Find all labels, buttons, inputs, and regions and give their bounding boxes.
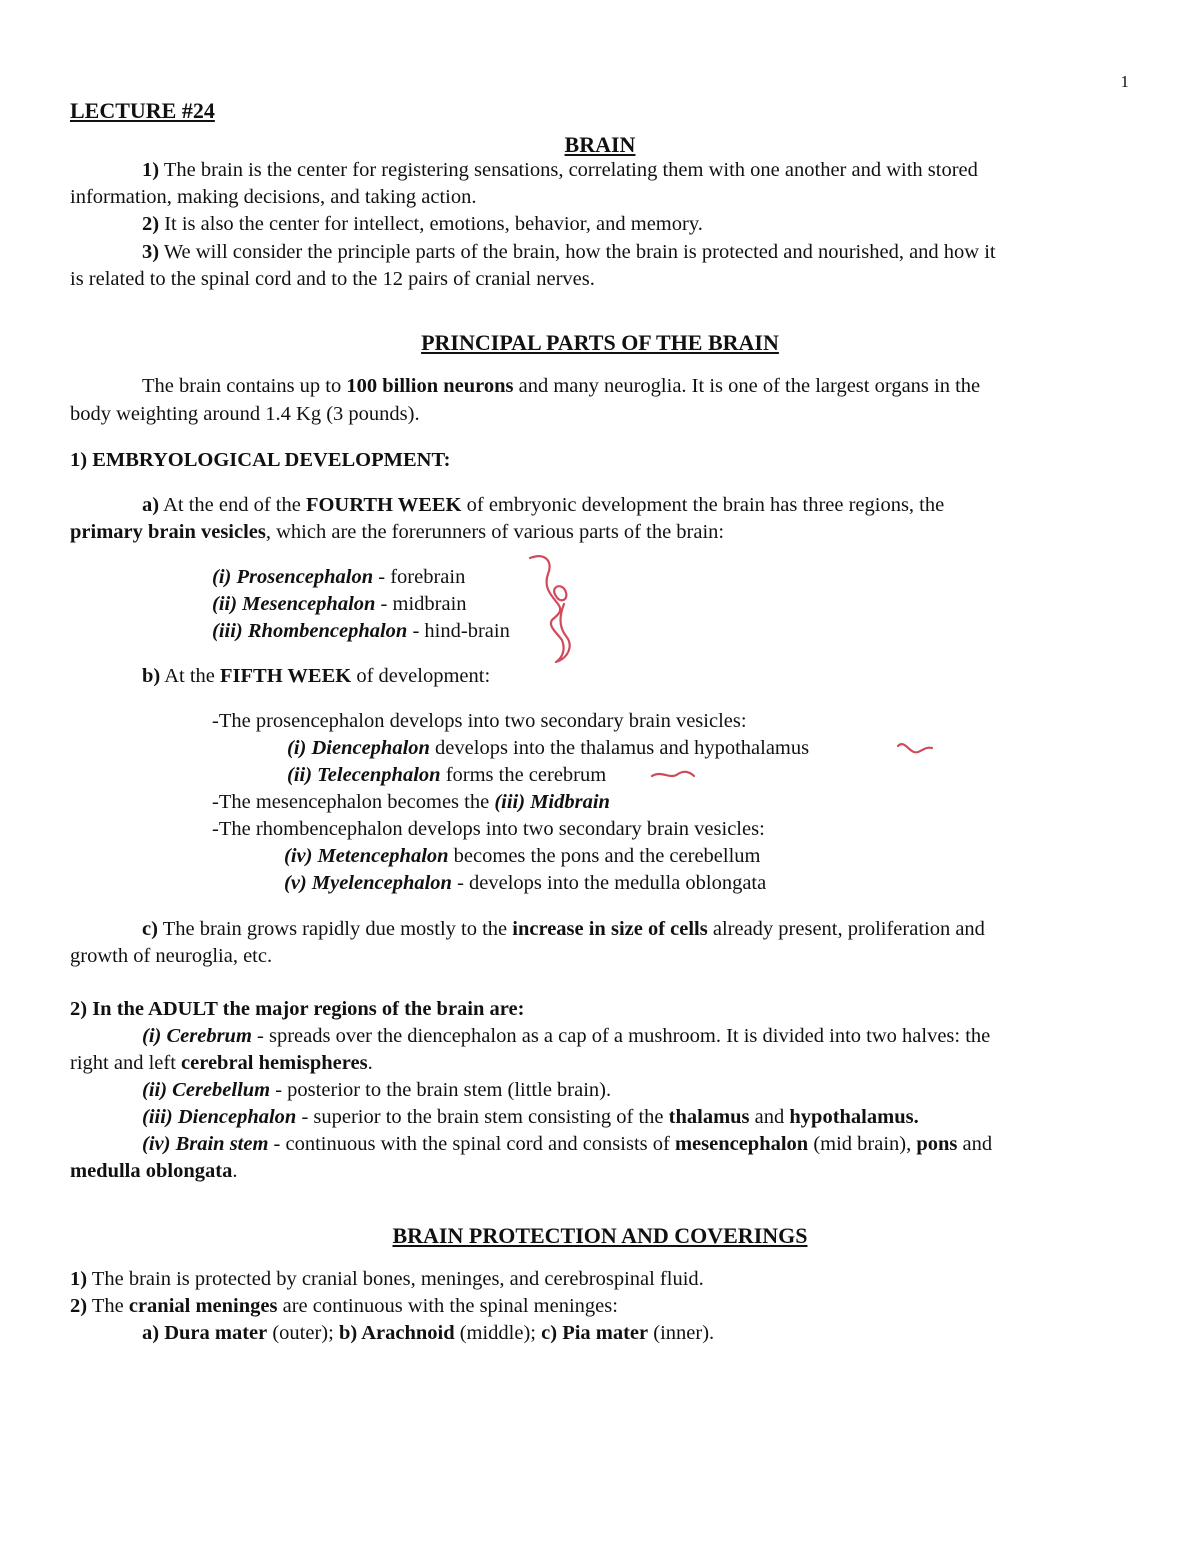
page-number: 1 xyxy=(1120,72,1129,91)
item-c: c) The brain grows rapidly due mostly to the increase in size of cells already present, proliferation and xyxy=(142,918,985,940)
handwritten-squiggle-1 xyxy=(898,744,932,752)
brain-paragraph-1: 1) The brain is the center for registering sensations, correlating them with one another and with stored xyxy=(142,159,978,181)
secondary-prosencephalon: -The prosencephalon develops into two secondary brain vesicles: xyxy=(212,710,747,732)
brain-paragraph-3-cont: is related to the spinal cord and to the 12 pairs of cranial nerves. xyxy=(70,268,595,290)
brain-paragraph-1-cont: information, making decisions, and taking action. xyxy=(70,186,477,208)
secondary-metencephalon: (iv) Metencephalon becomes the pons and the cerebellum xyxy=(284,845,761,867)
principal-intro-cont: body weighting around 1.4 Kg (3 pounds). xyxy=(70,403,420,425)
secondary-mesencephalon: -The mesencephalon becomes the (iii) Midbrain xyxy=(212,791,610,813)
protection-heading: BRAIN PROTECTION AND COVERINGS xyxy=(392,1223,808,1248)
handwritten-loop-mark xyxy=(554,586,566,600)
secondary-telencephalon: (ii) Telecenphalon forms the cerebrum xyxy=(287,764,607,786)
handwritten-brace-mark xyxy=(530,556,570,662)
vesicle-prosencephalon: (i) Prosencephalon - forebrain xyxy=(212,566,466,588)
region-cerebrum: (i) Cerebrum - spreads over the diencephalon as a cap of a mushroom. It is divided into two halves: the xyxy=(142,1025,991,1047)
item-a: a) At the end of the FOURTH WEEK of embryonic development the brain has three regions, the xyxy=(142,494,945,516)
secondary-myelencephalon: (v) Myelencephalon - develops into the medulla oblongata xyxy=(284,872,767,894)
region-cerebrum-cont: right and left cerebral hemispheres. xyxy=(70,1052,373,1074)
meninges-list: a) Dura mater (outer); b) Arachnoid (middle); c) Pia mater (inner). xyxy=(142,1322,715,1344)
brain-paragraph-3: 3) We will consider the principle parts of the brain, how the brain is protected and nourished, and how it xyxy=(142,241,996,263)
protection-paragraph-1: 1) The brain is protected by cranial bones, meninges, and cerebrospinal fluid. xyxy=(70,1268,704,1290)
secondary-rhombencephalon: -The rhombencephalon develops into two secondary brain vesicles: xyxy=(212,818,765,840)
protection-paragraph-2: 2) The cranial meninges are continuous with the spinal meninges: xyxy=(70,1295,618,1317)
principal-parts-heading: PRINCIPAL PARTS OF THE BRAIN xyxy=(421,330,779,355)
region-diencephalon: (iii) Diencephalon - superior to the brain stem consisting of the thalamus and hypothalamus. xyxy=(142,1106,919,1128)
adult-heading: 2) In the ADULT the major regions of the brain are: xyxy=(70,998,525,1020)
vesicle-rhombencephalon: (iii) Rhombencephalon - hind-brain xyxy=(212,620,510,642)
vesicle-mesencephalon: (ii) Mesencephalon - midbrain xyxy=(212,593,467,615)
brain-heading: BRAIN xyxy=(564,132,636,157)
lecture-title: LECTURE #24 xyxy=(70,98,215,123)
brain-paragraph-2: 2) It is also the center for intellect, emotions, behavior, and memory. xyxy=(142,213,703,235)
region-brain-stem-cont: medulla oblongata. xyxy=(70,1160,238,1182)
item-a-cont: primary brain vesicles, which are the forerunners of various parts of the brain: xyxy=(70,521,725,543)
region-cerebellum: (ii) Cerebellum - posterior to the brain stem (little brain). xyxy=(142,1079,612,1101)
region-brain-stem: (iv) Brain stem - continuous with the spinal cord and consists of mesencephalon (mid brain), pons and xyxy=(142,1133,993,1155)
embryological-heading: 1) EMBRYOLOGICAL DEVELOPMENT: xyxy=(70,449,451,471)
item-c-cont: growth of neuroglia, etc. xyxy=(70,945,273,967)
secondary-diencephalon: (i) Diencephalon develops into the thalamus and hypothalamus xyxy=(287,737,810,759)
principal-intro: The brain contains up to 100 billion neurons and many neuroglia. It is one of the largest organs in the xyxy=(142,375,981,397)
handwritten-squiggle-2 xyxy=(652,772,694,776)
item-b: b) At the FIFTH WEEK of development: xyxy=(142,665,491,687)
